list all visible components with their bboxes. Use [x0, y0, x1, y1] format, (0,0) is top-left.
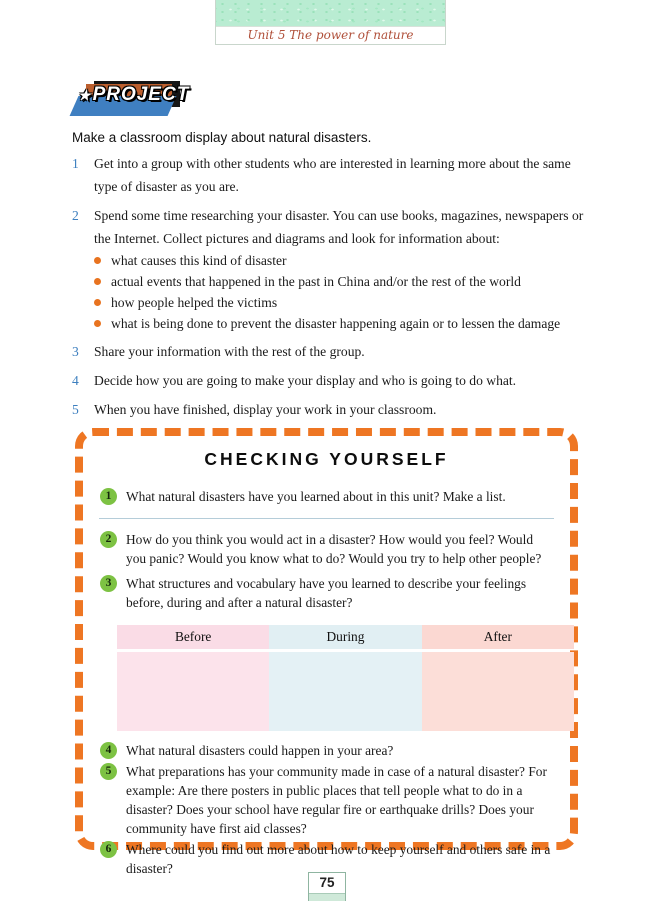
- bullet-item: [94, 292, 590, 313]
- step-text: [94, 204, 590, 334]
- project-intro: Make a classroom display about natural disasters.: [72, 130, 372, 145]
- checking-yourself-box: [75, 428, 578, 876]
- project-logo-text: [78, 84, 190, 106]
- step-text-body: Spend some time researching your disaster. You can use books, magazines, newspapers or the Internet. Collect pictures and diagrams and look for information about:: [94, 208, 584, 246]
- question-text: Where could you find out more about how to keep yourself and others safe in a disaster?: [126, 842, 551, 876]
- project-logo-label: PROJECT: [92, 84, 190, 105]
- step-item: [72, 398, 590, 421]
- bullet-dot-icon: [94, 320, 101, 327]
- step-number: 2: [72, 208, 79, 223]
- question-text: What natural disasters have you learned about in this unit? Make a list.: [126, 489, 506, 504]
- question-number-badge: 1: [100, 488, 117, 505]
- bullet-item: [94, 250, 590, 271]
- step-item: [72, 340, 590, 363]
- bullet-item: [94, 271, 590, 292]
- bullet-dot-icon: [94, 299, 101, 306]
- unit-header-image: [216, 0, 445, 26]
- step-text: Decide how you are going to make your display and who is going to do what.: [94, 373, 517, 388]
- step-text: Share your information with the rest of the group.: [94, 344, 365, 359]
- step-item: [72, 369, 590, 392]
- feelings-table: [117, 625, 574, 731]
- bullet-text: what causes this kind of disaster: [111, 253, 287, 268]
- question-item: [98, 530, 555, 568]
- step-text: When you have finished, display your work in your classroom.: [94, 402, 437, 417]
- divider: [99, 518, 554, 519]
- unit-header: [215, 0, 446, 45]
- page-number-box: [308, 872, 346, 901]
- step-bullets: [94, 250, 590, 334]
- table-cell-before: [117, 652, 269, 731]
- question-number-badge: 4: [100, 742, 117, 759]
- unit-title: Unit 5 The power of nature: [216, 26, 445, 44]
- step-number: 3: [72, 344, 79, 359]
- table-header-during: During: [269, 625, 421, 649]
- question-number-badge: 6: [100, 841, 117, 858]
- project-logo: [76, 81, 190, 117]
- step-number: 1: [72, 156, 79, 171]
- step-number: 4: [72, 373, 79, 388]
- bullet-text: what is being done to prevent the disaster happening again or to lessen the damage: [111, 316, 561, 331]
- question-text: What preparations has your community made in case of a natural disaster? For example: Are there posters in public places that tell people what to do in a disaster? Does your school have regular fire or earthquake drills? Does your community have first aid classes?: [126, 764, 547, 836]
- question-item: [98, 487, 555, 506]
- feelings-table-header: [117, 625, 574, 649]
- question-text: What natural disasters could happen in your area?: [126, 743, 394, 758]
- page-number: 75: [319, 875, 335, 890]
- step-text: Get into a group with other students who are interested in learning more about the same type of disaster as you are.: [94, 156, 571, 194]
- question-number-badge: 3: [100, 575, 117, 592]
- feelings-table-body: [117, 652, 574, 731]
- bullet-dot-icon: [94, 278, 101, 285]
- checking-yourself-title: CHECKING YOURSELF: [204, 449, 449, 469]
- question-text: What structures and vocabulary have you learned to describe your feelings before, during and after a natural disaster?: [126, 576, 527, 610]
- question-item: [98, 574, 555, 612]
- table-header-after: After: [422, 625, 574, 649]
- table-header-before: Before: [117, 625, 269, 649]
- bullet-text: how people helped the victims: [111, 295, 278, 310]
- question-text: How do you think you would act in a disaster? How would you feel? Would you panic? Would you know what to do? Would you try to help other people?: [126, 532, 542, 566]
- table-cell-during: [269, 652, 421, 731]
- question-item: [98, 741, 555, 760]
- table-cell-after: [422, 652, 574, 731]
- question-number-badge: 5: [100, 763, 117, 780]
- bullet-item: [94, 313, 590, 334]
- page-number-strip: [309, 893, 345, 901]
- star-icon: ★: [78, 87, 92, 103]
- step-number: 5: [72, 402, 79, 417]
- bullet-text: actual events that happened in the past in China and/or the rest of the world: [111, 274, 521, 289]
- project-steps: [72, 152, 590, 427]
- step-item: [72, 152, 590, 198]
- question-item: [98, 762, 555, 838]
- question-number-badge: 2: [100, 531, 117, 548]
- bullet-dot-icon: [94, 257, 101, 264]
- step-item: [72, 204, 590, 334]
